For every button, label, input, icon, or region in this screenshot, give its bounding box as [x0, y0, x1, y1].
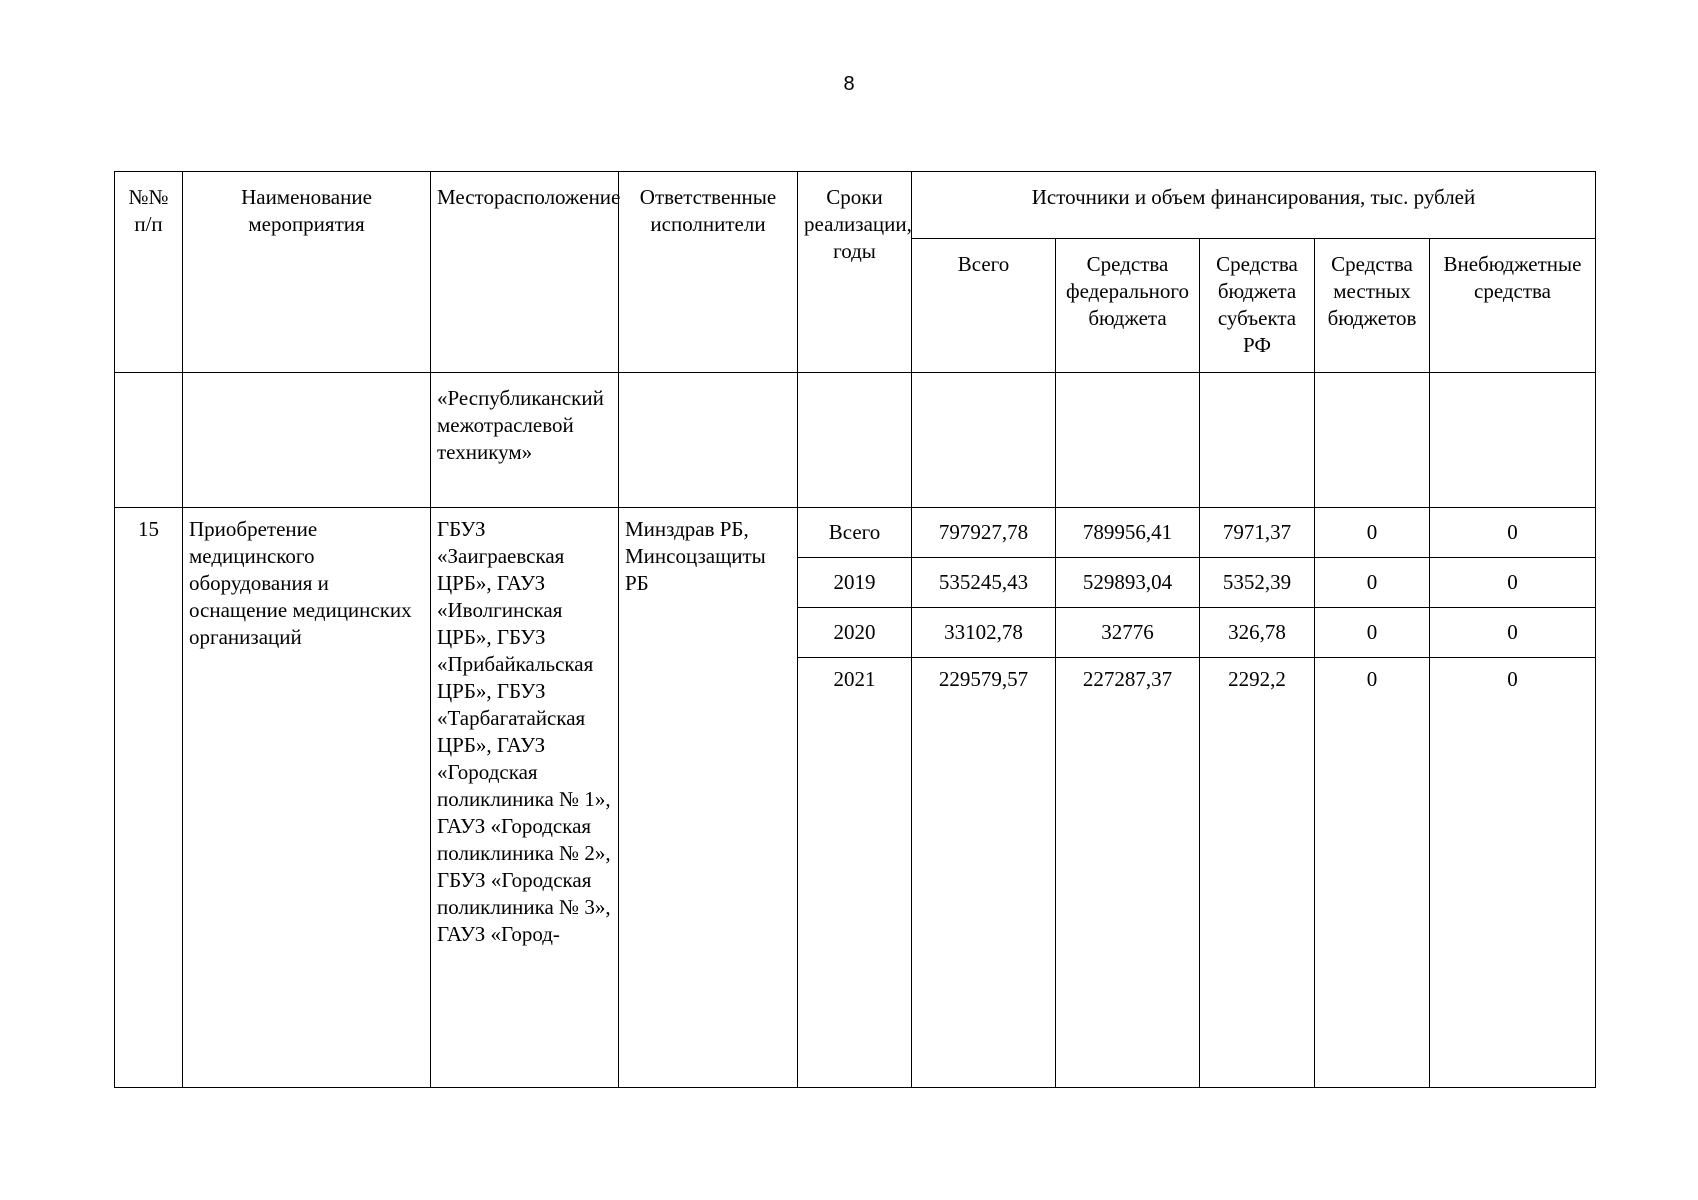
federal-cell: 32776: [1056, 608, 1200, 658]
table-row: [115, 508, 1596, 558]
subject-cell: 326,78: [1200, 608, 1315, 658]
total-cell: 33102,78: [912, 608, 1056, 658]
period-cell: 2020: [798, 608, 912, 658]
offbudget-cell: 0: [1430, 658, 1596, 1088]
local-cell: 0: [1315, 608, 1430, 658]
subject-cell: 7971,37: [1200, 508, 1315, 558]
local-cell: 0: [1315, 558, 1430, 608]
federal-cell: 529893,04: [1056, 558, 1200, 608]
total-cell: 797927,78: [912, 508, 1056, 558]
header-offbudget: Внебюджетные средства: [1430, 239, 1596, 373]
header-local: Средства местных бюджетов: [1315, 239, 1430, 373]
header-executors: Ответственные исполнители: [619, 172, 798, 373]
total-cell: 535245,43: [912, 558, 1056, 608]
offbudget-cell: 0: [1430, 558, 1596, 608]
table-row: [115, 373, 1596, 508]
item-executors: Минздрав РБ, Минсоцзащиты РБ: [619, 508, 798, 1088]
item-num: 15: [115, 508, 183, 1088]
total-cell: 229579,57: [912, 658, 1056, 1088]
header-num: №№ п/п: [115, 172, 183, 373]
offbudget-cell: 0: [1430, 508, 1596, 558]
header-period: Сроки реализации, годы: [798, 172, 912, 373]
federal-cell: 789956,41: [1056, 508, 1200, 558]
header-federal: Средства федерального бюджета: [1056, 239, 1200, 373]
page-number: 8: [843, 73, 855, 95]
federal-cell: 227287,37: [1056, 658, 1200, 1088]
header-sources: Источники и объем финансирования, тыс. рублей: [912, 172, 1596, 239]
subject-cell: 2292,2: [1200, 658, 1315, 1088]
header-total: Всего: [912, 239, 1056, 373]
offbudget-cell: 0: [1430, 608, 1596, 658]
item-name: Приобретение медицинского оборудования и оснащение медицинских организаций: [183, 508, 431, 1088]
header-row-1: [115, 172, 1596, 239]
period-cell: 2019: [798, 558, 912, 608]
header-location: Месторасположение: [431, 172, 619, 373]
local-cell: 0: [1315, 508, 1430, 558]
financing-table: [114, 171, 1596, 1088]
prev-location-cell: «Республиканский межотраслевой техникум»: [431, 373, 619, 508]
local-cell: 0: [1315, 658, 1430, 1088]
item-location: ГБУЗ «Заиграевская ЦРБ», ГАУЗ «Иволгинская ЦРБ», ГБУЗ «Прибайкальская ЦРБ», ГБУЗ «Тарбагатайская ЦРБ», ГАУЗ «Городская поликлиника № 1», ГАУЗ «Городская поликлиника № 2», ГБУЗ «Городская поликлиника № 3», ГАУЗ «Город-: [431, 508, 619, 1088]
header-name: Наименование мероприятия: [183, 172, 431, 373]
header-subject: Средства бюджета субъекта РФ: [1200, 239, 1315, 373]
subject-cell: 5352,39: [1200, 558, 1315, 608]
period-cell: 2021: [798, 658, 912, 1088]
period-cell: Всего: [798, 508, 912, 558]
